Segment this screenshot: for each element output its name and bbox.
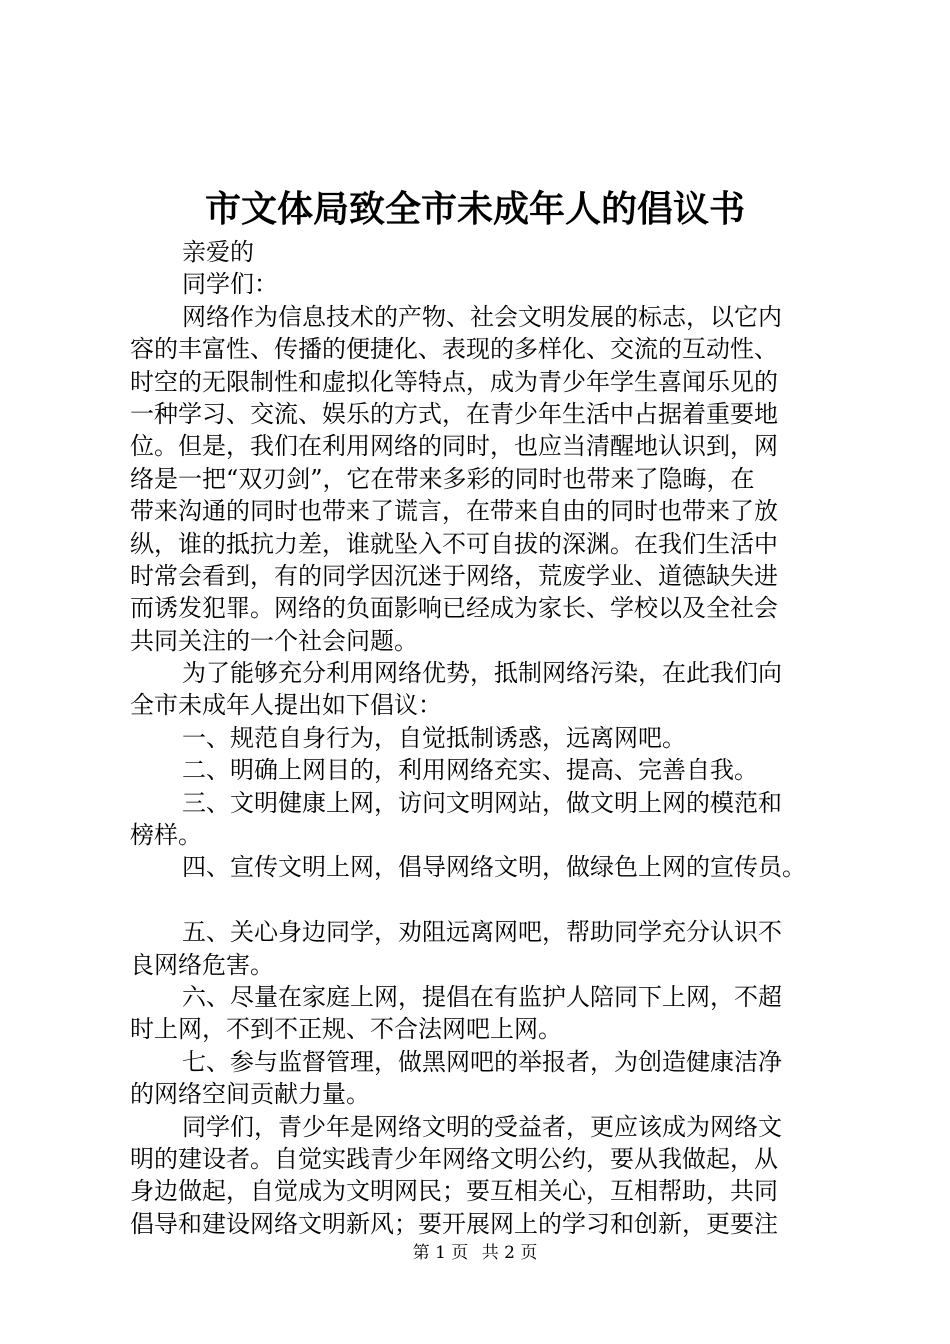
proposal-item: 七、参与监督管理，做黑网吧的举报者，为创造健康洁净: [182, 1047, 782, 1076]
paragraph-line: 全市未成年人提出如下倡议：: [130, 691, 442, 720]
page-footer: [0, 1241, 950, 1265]
proposal-item: 一、规范自身行为，自觉抵制诱惑，远离网吧。: [182, 723, 686, 752]
paragraph-line: 带来沟通的同时也带来了谎言，在带来自由的同时也带来了放: [130, 497, 778, 526]
paragraph-line: 络是一把“双刃剑”，它在带来多彩的同时也带来了隐晦，在: [130, 464, 755, 493]
proposal-item: 五、关心身边同学，劝阻远离网吧，帮助同学充分认识不: [182, 918, 782, 947]
document-title: 市文体局致全市未成年人的倡议书: [204, 188, 745, 230]
salutation-line: 同学们：: [182, 270, 278, 299]
proposal-item: 榜样。: [130, 821, 202, 850]
page-total: 共 2 页: [481, 1243, 538, 1263]
paragraph-line: 明的建设者。自觉实践青少年网络文明公约，要从我做起，从: [130, 1144, 778, 1173]
paragraph-line: 位。但是，我们在利用网络的同时，也应当清醒地认识到，网: [130, 432, 778, 461]
paragraph-line: 共同关注的一个社会问题。: [130, 626, 418, 655]
paragraph-line: 一种学习、交流、娱乐的方式，在青少年生活中占据着重要地: [130, 399, 778, 428]
blank-line: [130, 884, 836, 916]
proposal-item: 良网络危害。: [130, 950, 274, 979]
salutation-line: 亲爱的: [182, 238, 254, 266]
proposal-item: 的网络空间贡献力量。: [130, 1080, 370, 1109]
proposal-item: 六、尽量在家庭上网，提倡在有监护人陪同下上网，不超: [182, 982, 782, 1011]
paragraph-line: 时空的无限制性和虚拟化等特点，成为青少年学生喜闻乐见的: [130, 367, 778, 396]
paragraph-line: 身边做起，自觉成为文明网民；要互相关心，互相帮助，共同: [130, 1177, 778, 1206]
document-body: [130, 236, 836, 1240]
page-number: 第 1 页: [412, 1243, 469, 1263]
paragraph-line: 而诱发犯罪。网络的负面影响已经成为家长、学校以及全社会: [130, 594, 778, 623]
proposal-item: 四、宣传文明上网，倡导网络文明，做绿色上网的宣传员。: [182, 853, 806, 882]
proposal-item: 三、文明健康上网，访问文明网站，做文明上网的模范和: [182, 788, 782, 817]
paragraph-line: 纵，谁的抵抗力差，谁就坠入不可自拔的深渊。在我们生活中: [130, 529, 778, 558]
proposal-item: 时上网，不到不正规、不合法网吧上网。: [130, 1015, 562, 1044]
paragraph-line: 倡导和建设网络文明新风；要开展网上的学习和创新，更要注: [130, 1209, 778, 1238]
proposal-item: 二、明确上网目的，利用网络充实、提高、完善自我。: [182, 756, 758, 785]
paragraph-line: 同学们，青少年是网络文明的受益者，更应该成为网络文: [182, 1112, 782, 1141]
paragraph-line: 容的丰富性、传播的便捷化、表现的多样化、交流的互动性、: [130, 335, 778, 364]
paragraph-line: 网络作为信息技术的产物、社会文明发展的标志，以它内: [182, 302, 782, 331]
paragraph-line: 时常会看到，有的同学因沉迷于网络，荒废学业、道德缺失进: [130, 561, 778, 590]
paragraph-line: 为了能够充分利用网络优势，抵制网络污染，在此我们向: [182, 659, 782, 688]
